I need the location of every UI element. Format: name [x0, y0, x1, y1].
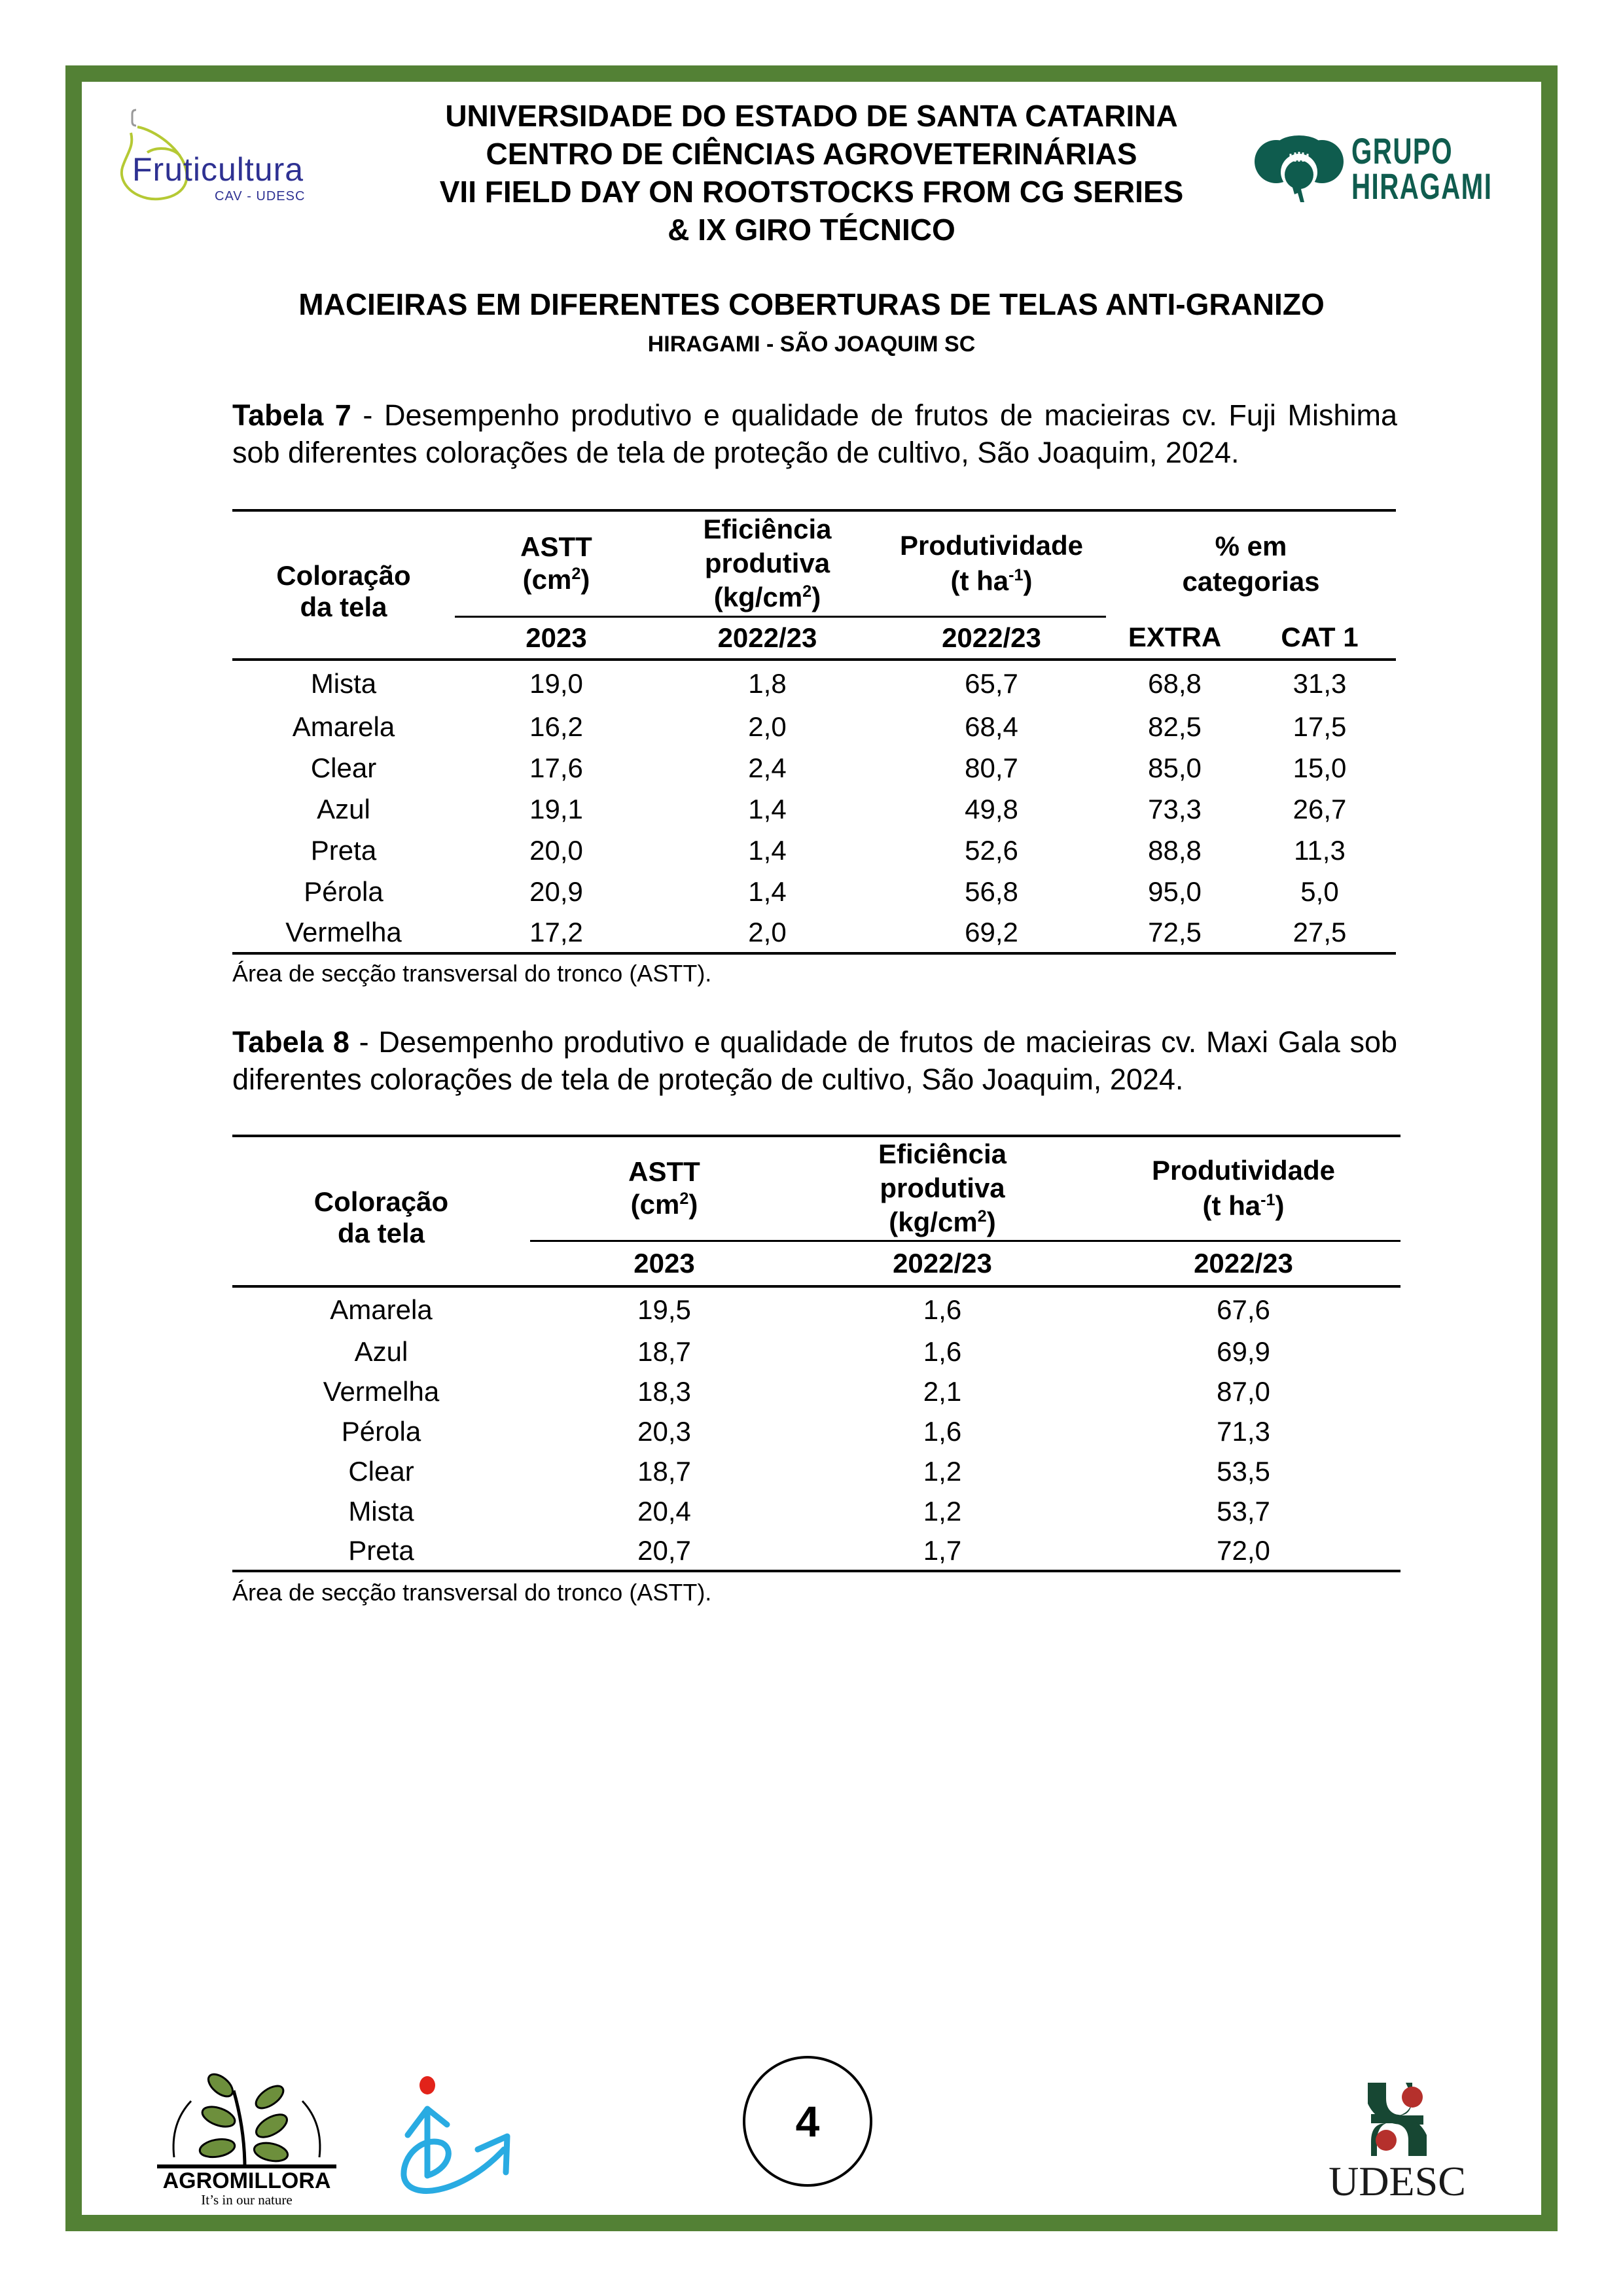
header-text: produtiva	[704, 548, 830, 579]
table7-cell-coloracao: Vermelha	[285, 916, 402, 947]
header-line-2: CENTRO DE CIÊNCIAS AGROVETERINÁRIAS	[486, 137, 1137, 171]
table7-cell-value: 11,3	[1294, 834, 1346, 866]
unit-text: )	[812, 582, 821, 613]
unit-text: (t ha	[1202, 1190, 1261, 1222]
table8-cell-value: 18,3	[637, 1375, 691, 1407]
table7-cell-value: 72,5	[1148, 916, 1202, 947]
unit-exp: 2	[802, 582, 812, 601]
table7-cell-coloracao: Azul	[317, 793, 370, 824]
table7-cell-value: 49,8	[965, 793, 1018, 824]
table8-caption-text: - Desempenho produtivo e qualidade de frutos de macieiras cv. Maxi Gala sob diferentes colorações de tela de proteção de cultivo, São Joaquim, 2024.	[232, 1025, 1398, 1096]
unit-text: )	[1023, 565, 1033, 597]
fruticultura-name: Fruticultura	[132, 151, 304, 188]
header-unit	[658, 580, 877, 614]
table7-header-extra: EXTRA	[1128, 622, 1222, 652]
table7-note: Área de secção transversal do tronco (ASTT).	[232, 960, 712, 987]
table7-cell-coloracao: Mista	[310, 667, 377, 699]
page-number-text: 4	[795, 2097, 820, 2146]
table8-cell-coloracao: Clear	[348, 1455, 414, 1487]
table7-cell-value: 19,1	[529, 793, 583, 824]
fruticultura-sub: CAV - UDESC	[215, 189, 306, 203]
header-text: da tela	[337, 1218, 425, 1248]
header-text: Eficiência	[878, 1139, 1007, 1170]
table7-row	[232, 788, 1396, 830]
table7-header-coloracao	[232, 510, 455, 660]
table8-cell-coloracao: Vermelha	[323, 1375, 440, 1407]
table7-row	[232, 871, 1396, 912]
table8-row	[232, 1491, 1400, 1531]
table7-cell-coloracao: Amarela	[292, 711, 395, 742]
table7-row	[232, 912, 1396, 953]
table7-cell-value: 65,7	[965, 667, 1018, 699]
table7-cell-value: 68,4	[965, 711, 1018, 742]
table7-cell-value: 1,8	[748, 667, 787, 699]
table8-note: Área de secção transversal do tronco (ASTT).	[232, 1579, 712, 1606]
table7-cell-value: 19,0	[529, 667, 583, 699]
table8-row	[232, 1531, 1400, 1571]
table8-cell-value: 69,9	[1217, 1335, 1270, 1367]
table7-row	[232, 706, 1396, 747]
table7-cell-value: 82,5	[1148, 711, 1202, 742]
unit-text: )	[1275, 1190, 1285, 1222]
growth-arrow-icon	[396, 2071, 527, 2212]
table7-cell-value: 2,0	[748, 711, 787, 742]
hiragami-line-1: GRUPO	[1351, 130, 1454, 171]
header-text: categorias	[1182, 566, 1320, 597]
table7-cell-value: 20,9	[529, 875, 583, 907]
hiragami-logo	[1250, 130, 1512, 213]
table8-header-eficiencia	[798, 1136, 1086, 1241]
fruticultura-logo	[118, 103, 347, 208]
table8-cell-value: 20,3	[637, 1415, 691, 1447]
table7-cell-value: 31,3	[1293, 667, 1347, 699]
table7-cell-value: 80,7	[965, 752, 1018, 783]
table8-cell-value: 87,0	[1217, 1375, 1270, 1407]
table7-cell-value: 2,4	[748, 752, 787, 783]
section-subtitle: HIRAGAMI - SÃO JOAQUIM SC	[647, 332, 976, 357]
table8-cell-value: 19,5	[637, 1294, 691, 1325]
table8-header-coloracao	[232, 1136, 530, 1286]
table8-body	[232, 1286, 1400, 1571]
table7-cell-value: 1,4	[748, 834, 787, 866]
table8-caption	[232, 1023, 1397, 1098]
table8-cell-value: 18,7	[637, 1335, 691, 1367]
table7-label: Tabela 7	[232, 398, 351, 432]
table7-cell-value: 52,6	[965, 834, 1018, 866]
unit-exp: 2	[679, 1190, 689, 1209]
table8-cell-coloracao: Azul	[354, 1335, 408, 1367]
unit-text: )	[688, 1189, 698, 1220]
header-text: Produtividade	[1151, 1155, 1336, 1186]
table8-cell-value: 1,2	[923, 1455, 962, 1487]
table7-cell-value: 5,0	[1300, 875, 1339, 907]
unit-exp: -1	[1260, 1191, 1275, 1210]
hiragami-line-2: HIRAGAMI	[1351, 166, 1493, 207]
header-text: Eficiência	[703, 514, 832, 545]
table8-cell-value: 1,6	[923, 1335, 962, 1367]
unit-text: )	[580, 564, 590, 595]
camellia-flower-icon	[1250, 134, 1348, 209]
table8-row	[232, 1451, 1400, 1491]
table8-year-produtividade: 2022/23	[1194, 1247, 1293, 1279]
header-text: Coloração	[313, 1186, 449, 1217]
table8-cell-value: 71,3	[1217, 1415, 1270, 1447]
header-title	[366, 97, 1257, 249]
table8-row	[232, 1411, 1400, 1451]
table7-cell-value: 27,5	[1293, 916, 1347, 947]
table8-header-produtividade	[1086, 1136, 1400, 1241]
header-text: % em	[1215, 531, 1287, 561]
agromillora-tagline: It’s in our nature	[201, 2192, 293, 2208]
table8-cell-value: 67,6	[1217, 1294, 1270, 1325]
header-unit	[798, 1205, 1086, 1239]
header-unit	[1086, 1188, 1400, 1224]
table7-row	[232, 660, 1396, 706]
table7-body	[232, 660, 1396, 953]
table7-cell-value: 2,0	[748, 916, 787, 947]
header-text: ASTT	[628, 1156, 700, 1188]
udesc-logo	[1329, 2077, 1466, 2208]
table8-cell-coloracao: Preta	[348, 1534, 414, 1566]
header-text: ASTT	[520, 531, 592, 563]
header-text: Produtividade	[899, 530, 1084, 561]
table7-year-astt: 2023	[526, 622, 587, 653]
table8	[232, 1135, 1400, 1572]
table7-year-eficiencia: 2022/23	[717, 622, 817, 653]
table7-cell-value: 20,0	[529, 834, 583, 866]
table8-cell-value: 20,4	[637, 1495, 691, 1527]
table8-cell-value: 1,2	[923, 1495, 962, 1527]
unit-text: )	[986, 1207, 996, 1238]
table8-row	[232, 1286, 1400, 1332]
unit-text: (kg/cm	[889, 1207, 978, 1238]
tree-icon	[152, 2071, 342, 2169]
table8-label: Tabela 8	[232, 1025, 349, 1059]
unit-text: (t ha	[950, 565, 1009, 597]
table7-cell-value: 88,8	[1148, 834, 1202, 866]
table8-cell-value: 1,6	[923, 1415, 962, 1447]
table7-cell-value: 1,4	[748, 875, 787, 907]
table8-cell-value: 72,0	[1217, 1534, 1270, 1566]
unit-exp: 2	[571, 565, 581, 584]
table7-cell-coloracao: Clear	[310, 752, 377, 783]
unit-text: (cm	[630, 1189, 680, 1220]
table7-cell-value: 1,4	[748, 793, 787, 824]
section-title: MACIEIRAS EM DIFERENTES COBERTURAS DE TELAS ANTI-GRANIZO	[298, 287, 1325, 321]
table7-cell-value: 69,2	[965, 916, 1018, 947]
table7-header-astt	[455, 510, 658, 616]
table8-row	[232, 1332, 1400, 1371]
table7-cell-value: 26,7	[1293, 793, 1347, 824]
header-unit	[877, 563, 1106, 599]
table8-cell-value: 20,7	[637, 1534, 691, 1566]
growth-arrow-logo	[396, 2071, 527, 2212]
table8-cell-value: 1,6	[923, 1294, 962, 1325]
table7-row	[232, 747, 1396, 788]
table7-cell-value: 95,0	[1148, 875, 1202, 907]
table8-row	[232, 1371, 1400, 1411]
table7-year-produtividade: 2022/23	[942, 622, 1041, 653]
agromillora-logo	[152, 2071, 342, 2208]
table7-caption-text: - Desempenho produtivo e qualidade de frutos de macieiras cv. Fuji Mishima sob diferentes colorações de tela de proteção de cultivo, São Joaquim, 2024.	[232, 398, 1398, 469]
table7	[232, 509, 1396, 955]
table8-cell-coloracao: Pérola	[341, 1415, 421, 1447]
table7-row	[232, 830, 1396, 871]
header-line-4: & IX GIRO TÉCNICO	[668, 213, 955, 247]
table7-header-categorias	[1106, 510, 1396, 616]
table7-cell-value: 15,0	[1293, 752, 1347, 783]
unit-text: (kg/cm	[713, 582, 803, 613]
header-text: Coloração	[276, 560, 411, 591]
header-unit	[530, 1188, 798, 1221]
table7-cell-coloracao: Pérola	[304, 875, 383, 907]
udesc-emblem-icon	[1329, 2077, 1466, 2159]
table8-year-eficiencia: 2022/23	[893, 1247, 992, 1279]
header-line-3: VII FIELD DAY ON ROOTSTOCKS FROM CG SERIES	[439, 175, 1184, 209]
page-number	[743, 2056, 872, 2187]
table7-cell-value: 16,2	[529, 711, 583, 742]
table8-cell-coloracao: Amarela	[330, 1294, 433, 1325]
table7-header-cat1: CAT 1	[1281, 622, 1359, 652]
table8-cell-value: 53,5	[1217, 1455, 1270, 1487]
table7-caption	[232, 397, 1397, 471]
table7-cell-value: 17,6	[529, 752, 583, 783]
unit-text: (cm	[522, 564, 572, 595]
unit-exp: 2	[977, 1207, 987, 1226]
table8-cell-value: 18,7	[637, 1455, 691, 1487]
header-line-1: UNIVERSIDADE DO ESTADO DE SANTA CATARINA	[445, 99, 1178, 133]
table7-cell-value: 17,2	[529, 916, 583, 947]
header-unit	[455, 563, 658, 596]
table8-cell-value: 53,7	[1217, 1495, 1270, 1527]
header-text: produtiva	[880, 1173, 1005, 1204]
header-text: da tela	[300, 592, 387, 622]
table7-cell-value: 68,8	[1148, 667, 1202, 699]
table7-cell-value: 17,5	[1293, 711, 1347, 742]
table7-cell-value: 73,3	[1148, 793, 1202, 824]
table8-year-astt: 2023	[633, 1247, 695, 1279]
table7-cell-value: 85,0	[1148, 752, 1202, 783]
table8-cell-coloracao: Mista	[348, 1495, 414, 1527]
unit-exp: -1	[1008, 566, 1024, 585]
table7-cell-value: 56,8	[965, 875, 1018, 907]
udesc-name: UDESC	[1329, 2158, 1466, 2204]
table7-header-produtividade	[877, 510, 1106, 616]
table8-header-astt	[530, 1136, 798, 1241]
agromillora-name: AGROMILLORA	[162, 2168, 331, 2193]
table8-cell-value: 2,1	[923, 1375, 962, 1407]
table7-header-eficiencia	[658, 510, 877, 616]
table8-cell-value: 1,7	[923, 1534, 962, 1566]
table7-cell-coloracao: Preta	[310, 834, 377, 866]
